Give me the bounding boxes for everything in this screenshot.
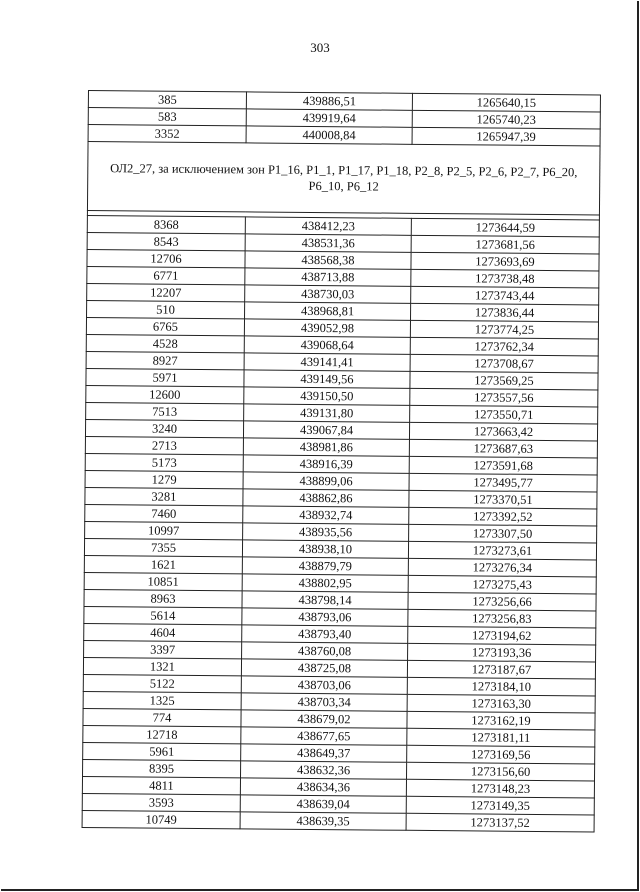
y-coordinate-cell: 1273256,83 bbox=[408, 609, 596, 628]
y-coordinate-cell: 1273762,34 bbox=[410, 337, 598, 356]
point-number-cell: 5173 bbox=[85, 453, 243, 471]
point-number-cell: 7355 bbox=[84, 538, 242, 556]
x-coordinate-cell: 439131,80 bbox=[244, 404, 410, 422]
x-coordinate-cell: 438568,38 bbox=[245, 251, 411, 269]
x-coordinate-cell: 438899,06 bbox=[243, 472, 409, 490]
x-coordinate-cell: 438981,86 bbox=[243, 438, 409, 456]
x-coordinate-cell: 439052,98 bbox=[244, 319, 410, 337]
x-coordinate-cell: 438798,14 bbox=[242, 591, 408, 609]
x-coordinate-cell: 438725,08 bbox=[241, 659, 407, 677]
y-coordinate-cell: 1273681,56 bbox=[411, 235, 599, 254]
y-coordinate-cell: 1273148,23 bbox=[406, 779, 594, 798]
point-number-cell: 5971 bbox=[86, 368, 244, 386]
section-header bbox=[87, 142, 600, 220]
point-number-cell: 5122 bbox=[83, 674, 241, 692]
y-coordinate-cell: 1273307,50 bbox=[409, 524, 597, 543]
x-coordinate-cell: 438879,79 bbox=[242, 557, 408, 575]
x-coordinate-cell: 438639,04 bbox=[240, 795, 406, 813]
y-coordinate-cell: 1273392,52 bbox=[409, 507, 597, 526]
x-coordinate-cell: 438412,23 bbox=[245, 217, 411, 235]
y-coordinate-cell: 1273184,10 bbox=[407, 677, 595, 696]
x-coordinate-cell: 438760,08 bbox=[242, 642, 408, 660]
point-number-cell: 8543 bbox=[87, 232, 245, 250]
y-coordinate-cell: 1273273,61 bbox=[408, 541, 596, 560]
x-coordinate-cell: 438679,02 bbox=[241, 710, 407, 728]
y-coordinate-cell: 1273738,48 bbox=[411, 269, 599, 288]
point-number-cell: 12600 bbox=[86, 385, 244, 403]
x-coordinate-cell: 438639,35 bbox=[240, 812, 406, 830]
y-coordinate-cell: 1273256,66 bbox=[408, 592, 596, 611]
point-number-cell: 10997 bbox=[85, 521, 243, 539]
x-coordinate-cell: 438862,86 bbox=[243, 489, 409, 507]
point-number-cell: 4604 bbox=[84, 623, 242, 641]
x-coordinate-cell: 438634,36 bbox=[240, 778, 406, 796]
coordinates-table bbox=[82, 90, 601, 832]
y-coordinate-cell: 1273663,42 bbox=[409, 422, 597, 441]
y-coordinate-cell: 1273774,25 bbox=[410, 320, 598, 339]
point-number-cell: 12207 bbox=[87, 283, 245, 301]
point-number-cell: 10851 bbox=[84, 572, 242, 590]
point-number-cell: 3397 bbox=[84, 640, 242, 658]
point-number-cell: 1621 bbox=[84, 555, 242, 573]
y-coordinate-cell: 1273693,69 bbox=[411, 252, 599, 271]
y-coordinate-cell: 1273275,43 bbox=[408, 575, 596, 594]
point-number-cell: 1325 bbox=[83, 691, 241, 709]
point-number-cell: 6765 bbox=[86, 317, 244, 335]
point-number-cell: 6771 bbox=[87, 266, 245, 284]
point-number-cell: 7513 bbox=[86, 402, 244, 420]
point-number-cell: 5961 bbox=[83, 742, 241, 760]
x-coordinate-cell: 438793,40 bbox=[242, 625, 408, 643]
y-coordinate-cell: 1273743,44 bbox=[411, 286, 599, 305]
point-number-cell: 4811 bbox=[82, 776, 240, 794]
point-number-cell: 2713 bbox=[85, 436, 243, 454]
x-coordinate-cell: 438916,39 bbox=[243, 455, 409, 473]
point-number-cell: 510 bbox=[87, 300, 245, 318]
x-coordinate-cell: 439149,56 bbox=[244, 370, 410, 388]
y-coordinate-cell: 1273550,71 bbox=[410, 405, 598, 424]
y-coordinate-cell: 1273162,19 bbox=[407, 711, 595, 730]
y-coordinate-cell: 1273181,11 bbox=[407, 728, 595, 747]
point-number-cell: 1279 bbox=[85, 470, 243, 488]
y-coordinate-cell: 1265640,15 bbox=[412, 93, 600, 112]
point-number-cell: 3281 bbox=[85, 487, 243, 505]
y-coordinate-cell: 1273708,67 bbox=[410, 354, 598, 373]
y-coordinate-cell: 1273193,36 bbox=[408, 643, 596, 662]
point-number-cell: 10749 bbox=[82, 810, 240, 828]
x-coordinate-cell: 438793,06 bbox=[242, 608, 408, 626]
y-coordinate-cell: 1273569,25 bbox=[410, 371, 598, 390]
x-coordinate-cell: 438713,88 bbox=[245, 268, 411, 286]
x-coordinate-cell: 439141,41 bbox=[244, 353, 410, 371]
point-number-cell: 12706 bbox=[87, 249, 245, 267]
point-number-cell: 583 bbox=[88, 108, 246, 126]
x-coordinate-cell: 438632,36 bbox=[241, 761, 407, 779]
x-coordinate-cell: 438649,37 bbox=[241, 744, 407, 762]
y-coordinate-cell: 1265740,23 bbox=[412, 110, 600, 129]
y-coordinate-cell: 1273370,51 bbox=[409, 490, 597, 509]
section-title: ОЛ2_27, за исключением зон Р1_16, Р1_1, Р1_17, Р1_18, Р2_8, Р2_5, Р2_6, Р2_7, Р6_20, Р6_10, Р6_12 bbox=[87, 142, 600, 215]
y-coordinate-cell: 1273149,35 bbox=[406, 796, 594, 815]
x-coordinate-cell: 438531,36 bbox=[245, 234, 411, 252]
x-coordinate-cell: 438703,34 bbox=[241, 693, 407, 711]
point-number-cell: 5614 bbox=[84, 606, 242, 624]
main-rows bbox=[82, 215, 599, 831]
point-number-cell: 7460 bbox=[85, 504, 243, 522]
section-row bbox=[87, 142, 600, 215]
x-coordinate-cell: 438938,10 bbox=[242, 540, 408, 558]
point-number-cell: 3240 bbox=[85, 419, 243, 437]
x-coordinate-cell: 438802,95 bbox=[242, 574, 408, 592]
point-number-cell: 8368 bbox=[87, 215, 245, 233]
y-coordinate-cell: 1273591,68 bbox=[409, 456, 597, 475]
point-number-cell: 3593 bbox=[82, 793, 240, 811]
y-coordinate-cell: 1273169,56 bbox=[407, 745, 595, 764]
top-rows bbox=[88, 91, 600, 146]
x-coordinate-cell: 439067,84 bbox=[243, 421, 409, 439]
x-coordinate-cell: 439068,64 bbox=[244, 336, 410, 354]
y-coordinate-cell: 1273836,44 bbox=[411, 303, 599, 322]
x-coordinate-cell: 440008,84 bbox=[246, 126, 412, 144]
x-coordinate-cell: 438968,81 bbox=[245, 302, 411, 320]
x-coordinate-cell: 438935,56 bbox=[243, 523, 409, 541]
x-coordinate-cell: 439886,51 bbox=[246, 92, 412, 110]
point-number-cell: 3352 bbox=[88, 125, 246, 143]
point-number-cell: 8927 bbox=[86, 351, 244, 369]
y-coordinate-cell: 1265947,39 bbox=[412, 127, 600, 146]
y-coordinate-cell: 1273194,62 bbox=[408, 626, 596, 645]
y-coordinate-cell: 1273137,52 bbox=[406, 813, 594, 832]
point-number-cell: 385 bbox=[88, 91, 246, 109]
page-number: 303 bbox=[310, 40, 330, 55]
x-coordinate-cell: 438730,03 bbox=[245, 285, 411, 303]
y-coordinate-cell: 1273644,59 bbox=[411, 218, 599, 237]
x-coordinate-cell: 438703,06 bbox=[241, 676, 407, 694]
x-coordinate-cell: 439919,64 bbox=[246, 109, 412, 127]
point-number-cell: 8963 bbox=[84, 589, 242, 607]
y-coordinate-cell: 1273187,67 bbox=[407, 660, 595, 679]
y-coordinate-cell: 1273163,30 bbox=[407, 694, 595, 713]
y-coordinate-cell: 1273276,34 bbox=[408, 558, 596, 577]
y-coordinate-cell: 1273495,77 bbox=[409, 473, 597, 492]
y-coordinate-cell: 1273156,60 bbox=[406, 762, 594, 781]
point-number-cell: 4528 bbox=[86, 334, 244, 352]
y-coordinate-cell: 1273557,56 bbox=[410, 388, 598, 407]
point-number-cell: 12718 bbox=[83, 725, 241, 743]
point-number-cell: 8395 bbox=[83, 759, 241, 777]
x-coordinate-cell: 438677,65 bbox=[241, 727, 407, 745]
x-coordinate-cell: 438932,74 bbox=[243, 506, 409, 524]
point-number-cell: 1321 bbox=[83, 657, 241, 675]
x-coordinate-cell: 439150,50 bbox=[244, 387, 410, 405]
y-coordinate-cell: 1273687,63 bbox=[409, 439, 597, 458]
point-number-cell: 774 bbox=[83, 708, 241, 726]
